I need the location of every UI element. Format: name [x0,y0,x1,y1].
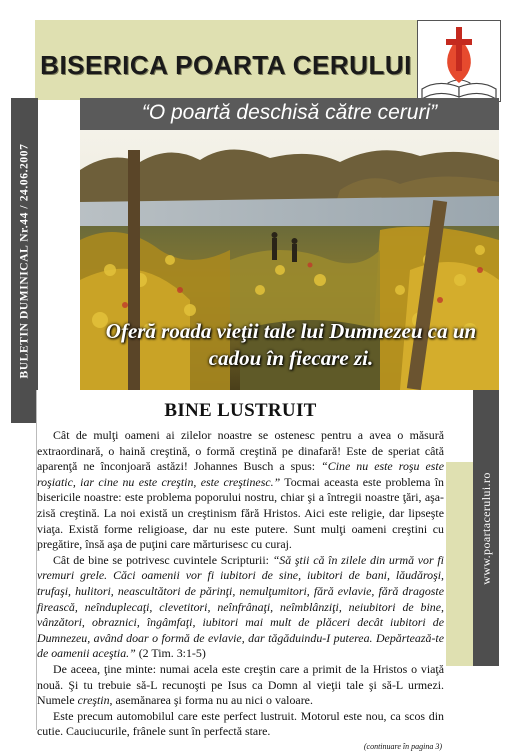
tagline: “O poartă deschisă către ceruri” [141,101,438,124]
right-sidebar-text-wrap [473,390,499,666]
quote: “Cine nu este roşu este roşiatic, iar cine nu este creştin, este creştinesc.” [37,459,444,489]
right-decoration [446,462,473,666]
photo-caption: Oferă roada vieţii tale lui Dumnezeu ca un cadou în fiecare zi. [105,319,477,370]
paragraph-1 [37,428,444,553]
text: Cât de mulţi oameni ai zilelor noastre se ostenesc pentru a avea o măsură extraordinară, o haină creştină, o formă creştină pe dinafară! Este de speriat câtă aparenţă ne înconjoară astăzi! Johannes Busch a spus: [37,428,444,474]
website-link[interactable]: www.poartacerului.ro [478,471,493,585]
left-sidebar-text-wrap [11,98,38,423]
text: , asemănarea şi forma nu au nici o valoare. [109,693,313,708]
scripture-quote: “Să ştii că în zilele din urmă vor fi vremuri grele. Căci oamenii vor fi iubitori de sine, iubitori de bani, lăudăroşi, trufaşi, hulitori, neascultători de părinţi, nemulţumitori, fără evlavie, fără dragoste firească, neînduplecaţi, clevetitori, neînfrânaţi, neîmblânziţi, neiubitori de bine, vânzători, obraznici, îngâmfaţi, iubitori mai mult de plăceri decât iubitori de Dumnezeu, având doar o formă de evlavie, dar tăgăduindu-I puterea. Depărtează-te de oamenii aceştia.” [37,552,444,661]
cross-flame-book-icon [418,21,500,101]
emphasis: creştin [77,693,110,708]
issue-info: BULETIN DUMINICAL Nr.44 / 24.06.2007 [18,143,31,378]
article [36,390,445,751]
article-headline: BINE LUSTRUIT [164,400,317,421]
text: Cât de bine se potrivesc cuvintele Scripturii: [53,552,273,567]
text: De aceea, ţine minte: numai acela este creştin care a primit de la Hristos o viaţă nouă. Şi tu trebuie să-L recunoşti pe Isus ca Domn al vieţii tale şi să-L urmezi. Numele [37,661,444,708]
paragraph-2 [37,553,444,662]
continue-note: (continuare în pagina 3) [363,741,442,751]
page-title: BISERICA POARTA CERULUI [40,50,412,80]
scripture-reference: (2 Tim. 3:1-5) [135,646,206,661]
paragraph-3 [37,662,444,709]
paragraph-4: Este precum automobilul care este perfect lustruit. Motorul este nou, ca scos din cutie. Cauciucurile, frânele sunt în perfectă stare. [37,708,444,739]
logo [417,20,501,102]
text: Tocmai aceasta este problema în bisericile noastre: este problema poporului nostru, chiar şi a întregii noastre ţări, aşa-zisă creştină. La noi există un creştinism fără Hristos. Aici este religie, dar lipseşte viaţa. Există forme religioase, dar nu este putere. Sunt mulţi oameni creştini cu pregătire, însă aşa de puţini care mărturisesc cu curaj. [37,474,445,552]
